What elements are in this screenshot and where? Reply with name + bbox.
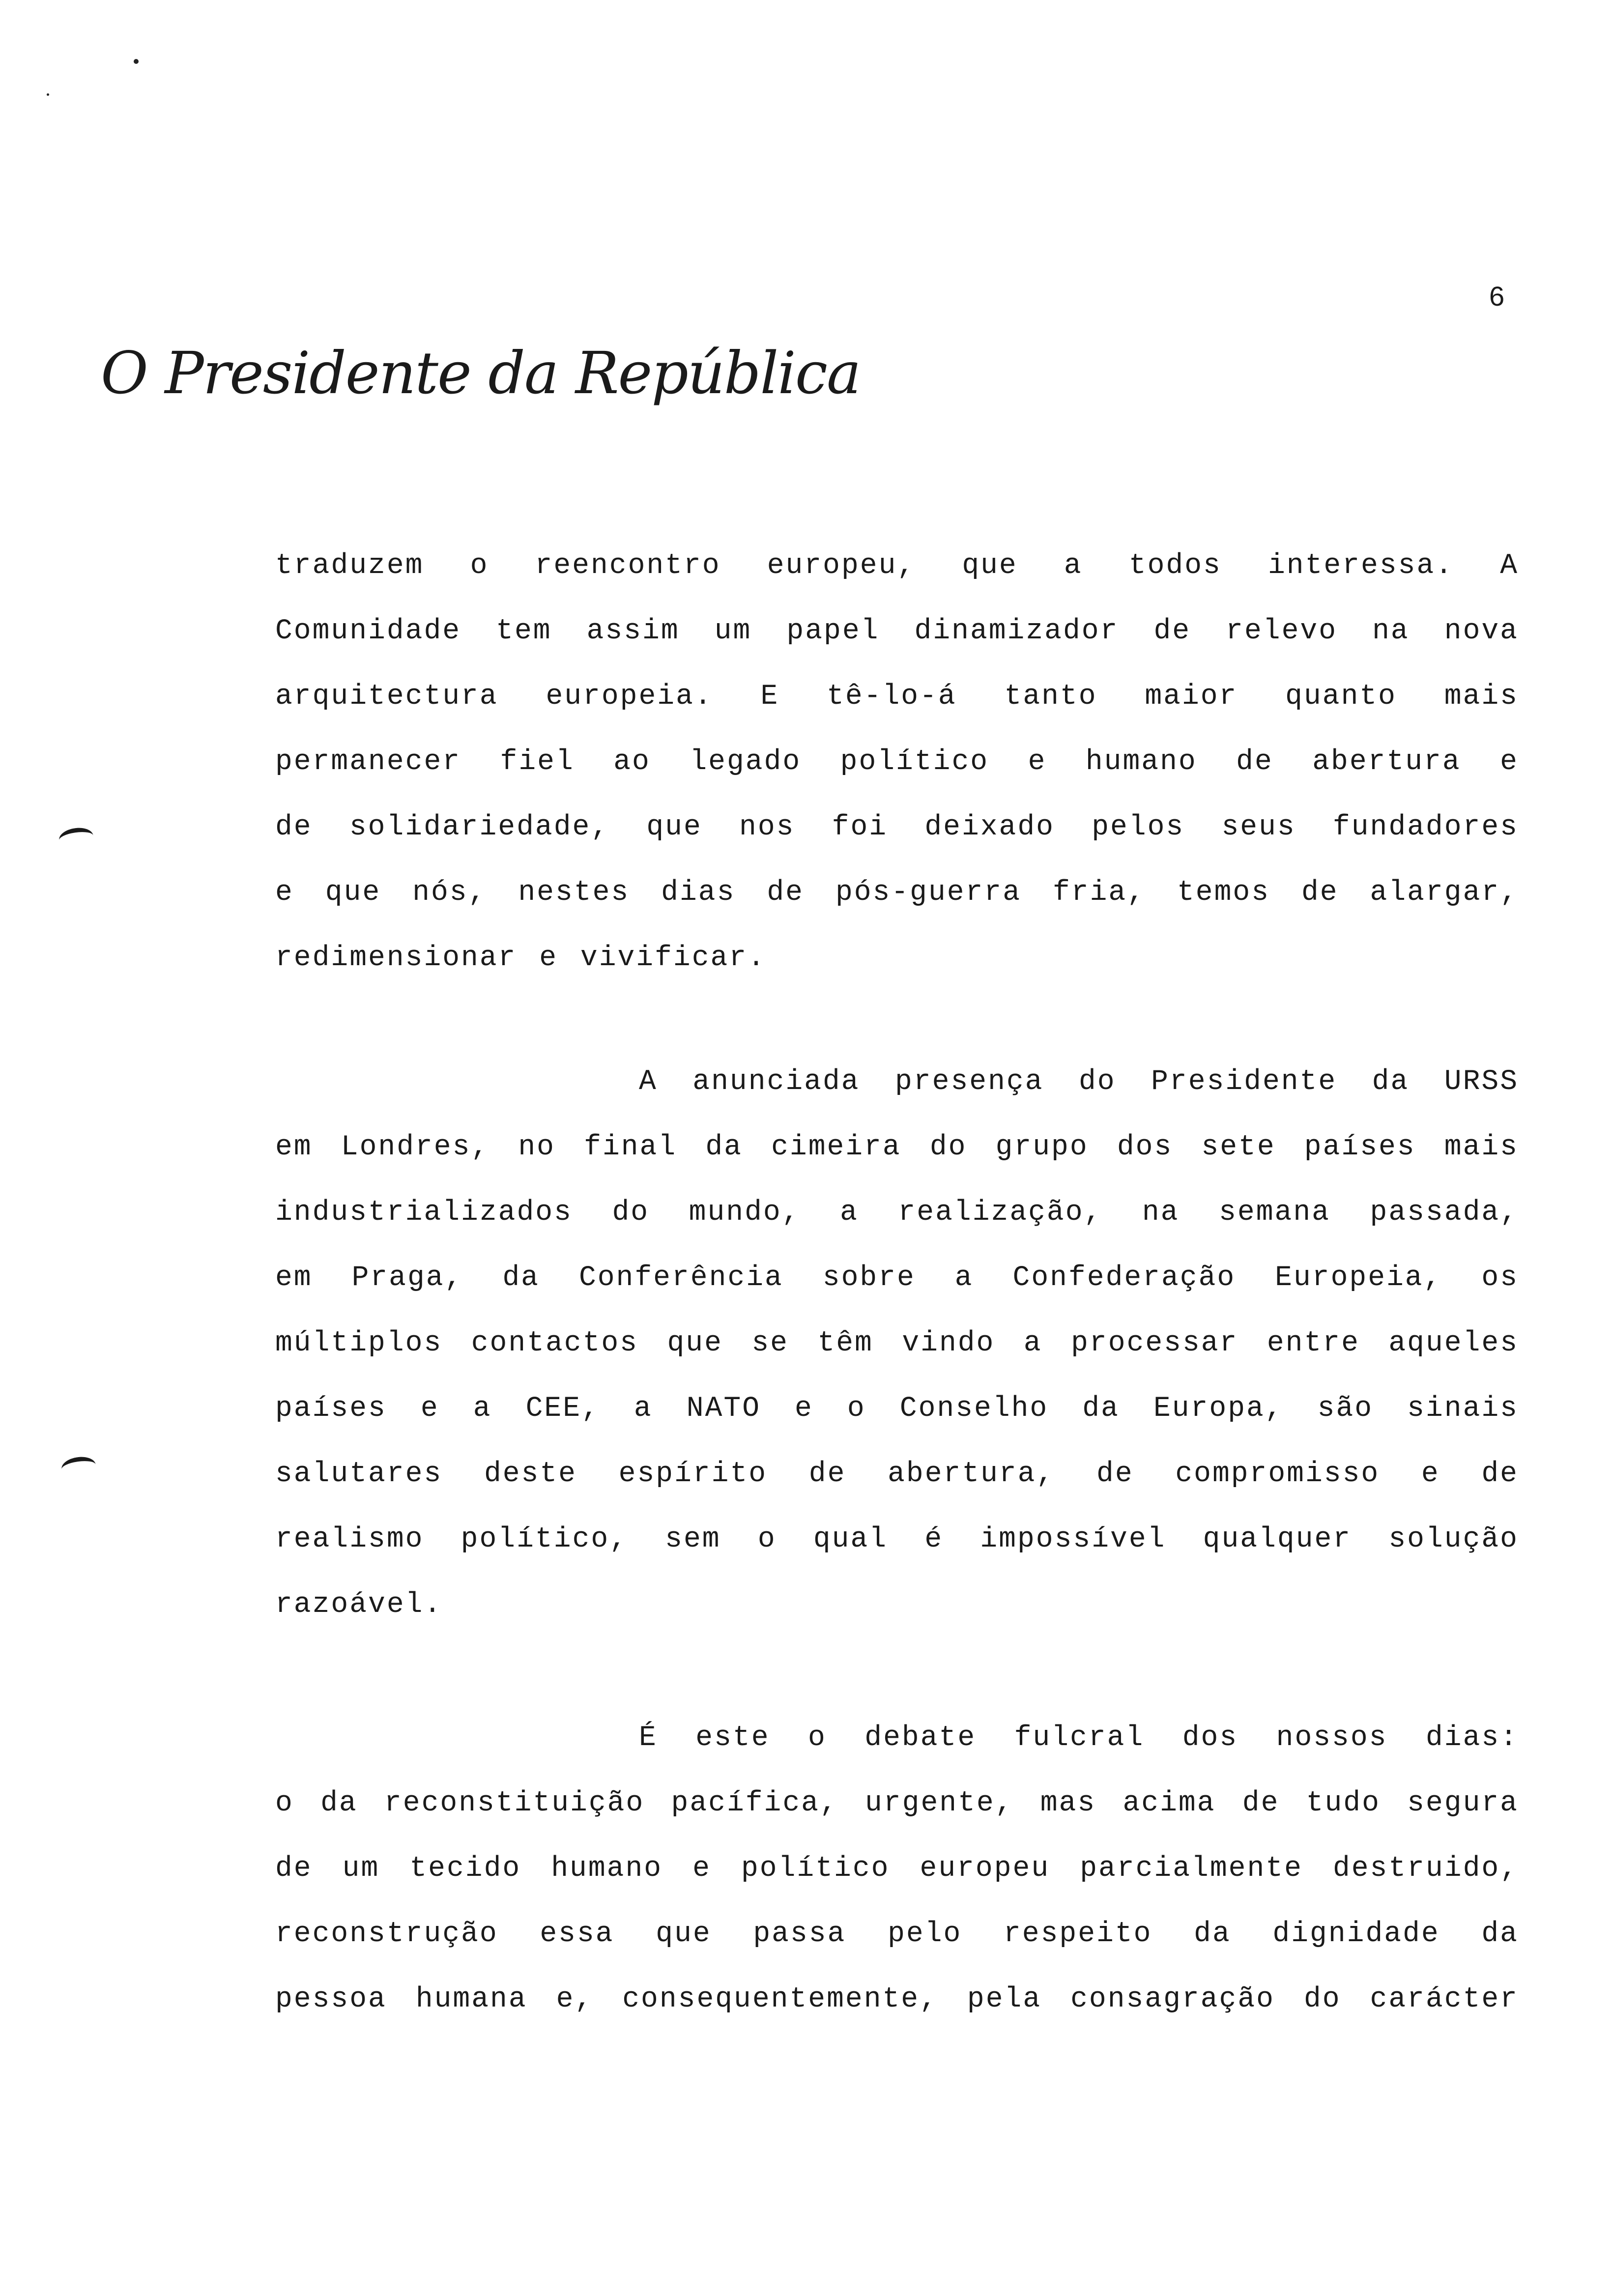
letterhead-title: O Presidente da República [101,339,861,407]
text-line: múltiplos contactos que se têm vindo a processar entre aqueles [275,1327,1519,1359]
text-line: arquitectura europeia. E tê-lo-á tanto maior quanto mais [275,681,1519,713]
text-line: de solidariedade, que nos foi deixado pelos seus fundadores [275,811,1519,843]
text-line: traduzem o reencontro europeu, que a todos interessa. A [275,550,1519,582]
text-line: Comunidade tem assim um papel dinamizador de relevo na nova [275,615,1519,647]
text-line: o da reconstituição pacífica, urgente, mas acima de tudo segura [275,1787,1519,1819]
text-line: pessoa humana e, consequentemente, pela consagração do carácter [275,1983,1519,2015]
text-line: salutares deste espírito de abertura, de compromisso e de [275,1458,1519,1490]
text-line: A anunciada presença do Presidente da URSS [639,1066,1519,1098]
text-line: países e a CEE, a NATO e o Conselho da Europa, são sinais [275,1393,1519,1425]
text-line: e que nós, nestes dias de pós-guerra fria, temos de alargar, [275,877,1519,909]
text-line: industrializados do mundo, a realização, na semana passada, [275,1197,1519,1229]
paragraph-2 [275,1049,1519,1637]
punch-hole-mark [58,826,95,850]
text-line: razoável. [275,1589,443,1621]
text-line: em Praga, da Conferência sobre a Confederação Europeia, os [275,1262,1519,1294]
scan-speck [134,59,139,64]
text-line: É este o debate fulcral dos nossos dias: [639,1722,1519,1754]
text-line: de um tecido humano e político europeu parcialmente destruido, [275,1853,1519,1885]
text-line: em Londres, no final da cimeira do grupo dos sete países mais [275,1131,1519,1163]
text-line: realismo político, sem o qual é impossível qualquer solução [275,1523,1519,1555]
text-line: permanecer fiel ao legado político e humano de abertura e [275,746,1519,778]
text-line: reconstrução essa que passa pelo respeito da dignidade da [275,1918,1519,1950]
punch-hole-mark [60,1455,97,1479]
paragraph-3 [275,1705,1519,2032]
paragraph-1 [275,533,1519,991]
page-number: 6 [1489,281,1505,312]
text-line: redimensionar e vivificar. [275,942,766,974]
scan-speck [47,93,49,96]
